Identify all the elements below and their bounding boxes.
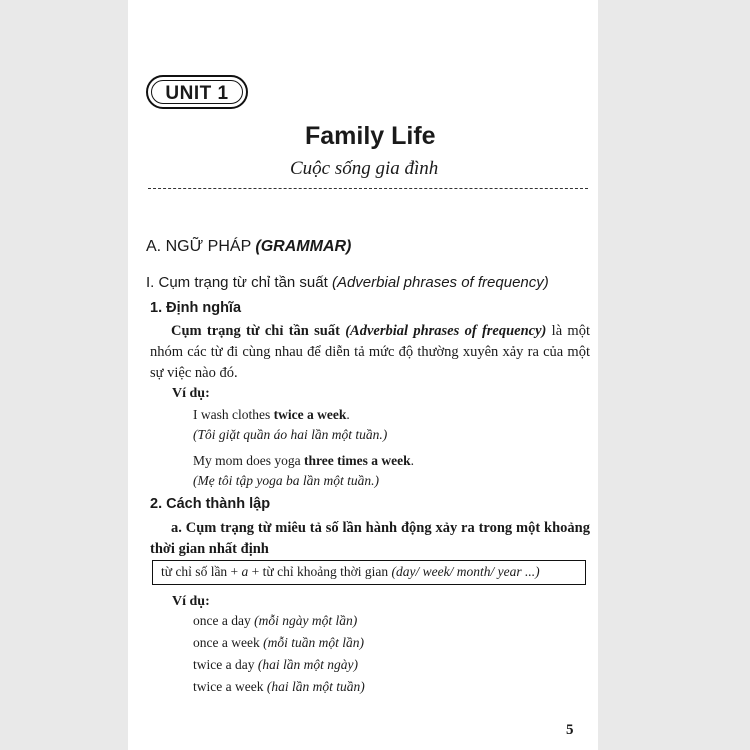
section-a-label-en: (GRAMMAR) — [255, 238, 352, 255]
example-en: once a week — [193, 635, 264, 650]
frequency-example — [193, 635, 364, 651]
frequency-example — [193, 613, 357, 629]
example-text: I wash clothes — [193, 407, 274, 422]
section-a-heading — [146, 238, 351, 256]
example-translation: (Tôi giặt quần áo hai lần một tuần.) — [193, 427, 388, 442]
formula-box — [152, 560, 586, 585]
example-vi: (mỗi ngày một lần) — [254, 613, 358, 628]
formula-part: từ chỉ số lần + — [161, 564, 242, 579]
page-title: Family Life — [305, 122, 436, 150]
example-text: My mom does yoga — [193, 453, 304, 468]
example-label: Ví dụ: — [172, 386, 210, 401]
frequency-example — [193, 657, 358, 673]
example-sentence — [193, 407, 350, 423]
definition-text: là một nhóm các từ đi cùng nhau để diễn tả mức độ thường xuyên xảy ra của một sự việc nào đó. — [150, 323, 590, 381]
section-i-label-en: (Adverbial phrases of frequency) — [331, 274, 549, 291]
example-punct: . — [346, 407, 350, 422]
example-en: twice a day — [193, 657, 258, 672]
formation-heading: 2. Cách thành lập — [150, 496, 271, 512]
definition-paragraph — [150, 321, 590, 384]
example-highlight: three times a week — [304, 453, 411, 468]
example-sentence — [193, 453, 414, 469]
definition-heading: 1. Định nghĩa — [150, 300, 242, 316]
definition-term: Cụm trạng từ chỉ tần suất — [171, 323, 346, 339]
example-punct: . — [410, 453, 414, 468]
frequency-example — [193, 679, 365, 695]
section-i-heading — [146, 274, 549, 291]
example-vi: (hai lần một ngày) — [257, 657, 358, 672]
formula-part: + từ chỉ khoảng thời gian — [248, 564, 392, 579]
example-translation: (Mẹ tôi tập yoga ba lần một tuần.) — [193, 473, 379, 488]
unit-badge — [146, 75, 248, 109]
example-vi: (hai lần một tuần) — [266, 679, 365, 694]
example-label: Ví dụ: — [172, 594, 210, 609]
section-i-label: I. Cụm trạng từ chỉ tần suất — [146, 274, 332, 291]
formation-subheading: a. Cụm trạng từ miêu tả số lần hành động xảy ra trong một khoảng thời gian nhất định — [150, 520, 590, 557]
example-en: once a day — [193, 613, 255, 628]
formula-article: a — [241, 564, 249, 579]
example-en: twice a week — [193, 679, 267, 694]
example-highlight: twice a week — [273, 407, 347, 422]
formula-units: (day/ week/ month/ year ...) — [391, 564, 540, 579]
unit-label: UNIT 1 — [165, 83, 229, 104]
definition-term-en: (Adverbial phrases of frequency) — [345, 323, 547, 339]
dashed-divider — [148, 188, 588, 189]
page-subtitle: Cuộc sống gia đình — [290, 158, 439, 179]
example-vi: (mỗi tuần một lần) — [263, 635, 364, 650]
page-number: 5 — [566, 722, 574, 738]
section-a-label: A. NGỮ PHÁP — [146, 238, 256, 255]
